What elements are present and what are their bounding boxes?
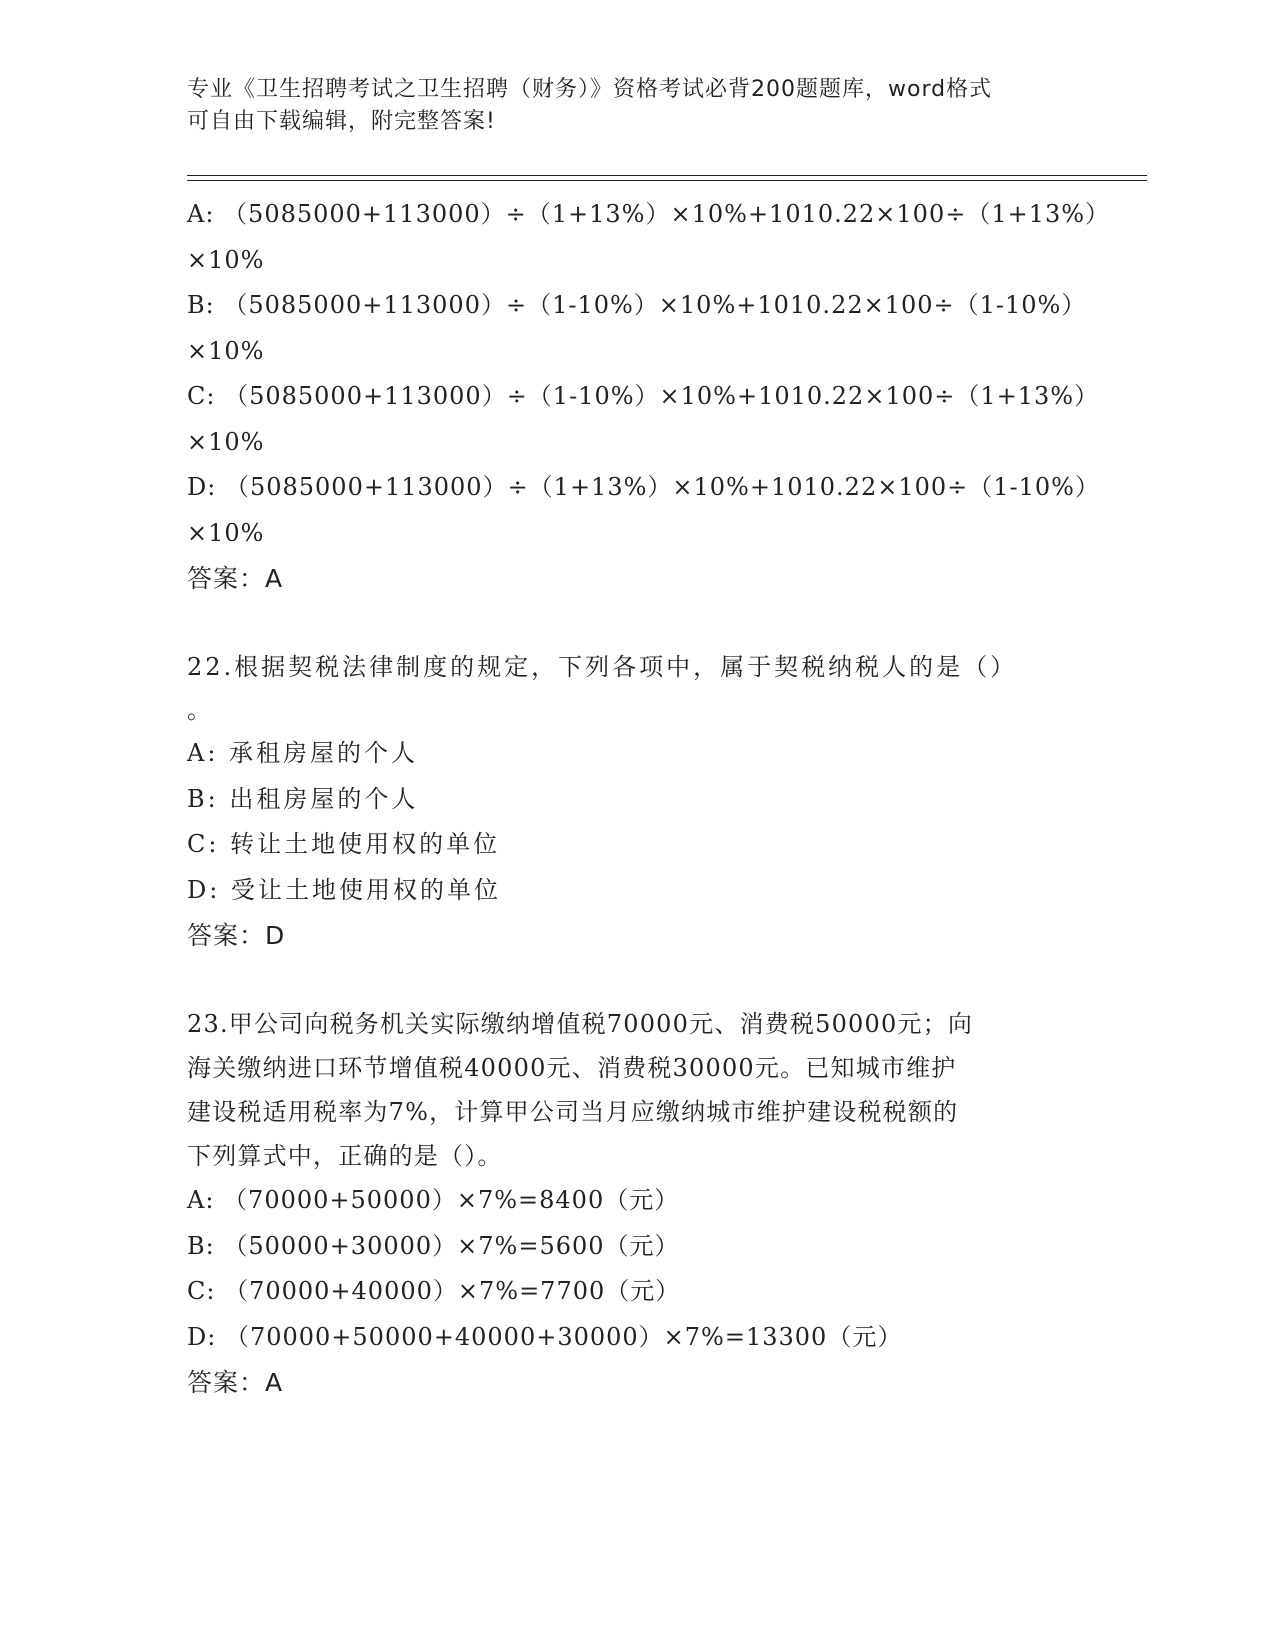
question-content xyxy=(187,192,1111,1406)
option-b: B: 出租房屋的个人 xyxy=(187,784,419,813)
option-a: A: （5085000+113000）÷（1+13%）×10%+1010.22×100÷（1+13%） xyxy=(187,200,1111,228)
answer-22: 答案：D xyxy=(187,921,286,950)
question-22-stem: 22.根据契税法律制度的规定，下列各项中，属于契税纳税人的是（） xyxy=(187,653,1018,681)
option-d: D: （5085000+113000）÷（1+13%）×10%+1010.22×100÷（1-10%） xyxy=(187,473,1100,501)
header-line-1: 专业《卫生招聘考试之卫生招聘（财务）》资格考试必背200题题库，word格式 xyxy=(187,77,993,102)
option-b-wrap: ×10% xyxy=(187,336,265,365)
question-23-stem-line-4: 下列算式中，正确的是（）。 xyxy=(187,1142,503,1170)
question-23-stem-line-2: 海关缴纳进口环节增值税40000元、消费税30000元。已知城市维护 xyxy=(187,1054,957,1082)
question-23-stem-line-3: 建设税适用税率为7%，计算甲公司当月应缴纳城市维护建设税税额的 xyxy=(187,1098,959,1126)
option-b: B: （50000+30000）×7%=5600（元） xyxy=(187,1231,680,1260)
header-divider-bottom xyxy=(187,180,1147,181)
answer-23: 答案：A xyxy=(187,1368,284,1397)
option-c: C: 转让土地使用权的单位 xyxy=(187,830,501,858)
option-a: A: 承租房屋的个人 xyxy=(187,739,419,767)
option-b: B: （5085000+113000）÷（1-10%）×10%+1010.22×100÷（1-10%） xyxy=(187,291,1087,319)
header-line-2: 可自由下载编辑，附完整答案! xyxy=(187,109,496,134)
question-22 xyxy=(187,645,1107,959)
option-a: A: （70000+50000）×7%=8400（元） xyxy=(187,1186,680,1214)
question-21 xyxy=(187,192,1111,602)
answer-21: 答案：A xyxy=(187,564,284,593)
option-c-wrap: ×10% xyxy=(187,427,265,456)
document-header xyxy=(187,74,1067,138)
question-23-stem-line-1: 23.甲公司向税务机关实际缴纳增值税70000元、消费税50000元；向 xyxy=(187,1010,974,1038)
option-c: C: （70000+40000）×7%=7700（元） xyxy=(187,1277,681,1305)
option-a-wrap: ×10% xyxy=(187,245,265,274)
question-22-stem-end: 。 xyxy=(187,696,214,724)
question-23 xyxy=(187,1002,1107,1406)
option-d: D: 受让土地使用权的单位 xyxy=(187,875,501,904)
option-d: D: （70000+50000+40000+30000）×7%=13300（元） xyxy=(187,1322,903,1351)
option-c: C: （5085000+113000）÷（1-10%）×10%+1010.22×100÷（1+13%） xyxy=(187,382,1100,410)
option-d-wrap: ×10% xyxy=(187,518,265,547)
header-divider-top xyxy=(187,175,1147,176)
